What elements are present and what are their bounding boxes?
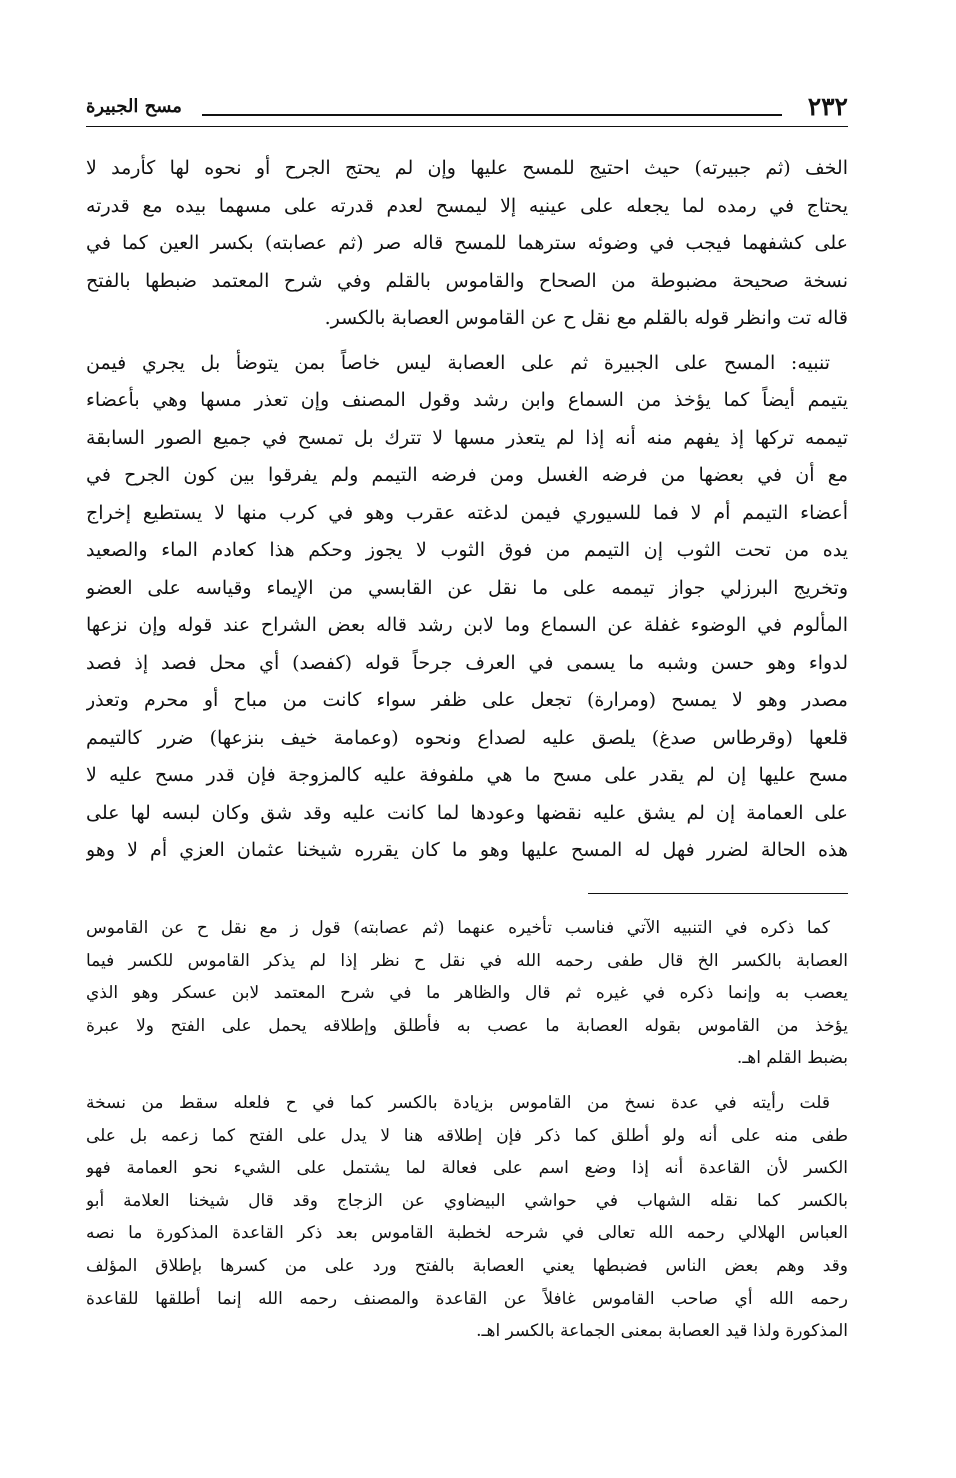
text-line: المألوم في الوضوء غفلة عن السماع وما لابن رشد قاله بعض الشراح عند قوله وإن نزعها: [86, 614, 848, 636]
footnote-line: يؤخذ من القاموس بقوله العصابة ما عصب به فأطلق وإطلاقه يحمل على الفتح ولا عبرة: [86, 1015, 848, 1036]
text-line: يده من تحت الثوب إن التيمم من فوق الثوب لا يجوز وحكم هذا كعادم الماء والصعيد: [86, 539, 848, 561]
footnote-line: الكسر لأن القاعدة أنه إذا وضع اسم على فعالة لما يشتمل على الشيء نحو العمامة فهو: [86, 1158, 848, 1179]
text-line: يتيمم أيضاً كما يؤخذ من السماع وابن رشد وقول المصنف وإن تعذر مسها وهي بأعضاء: [86, 389, 848, 411]
page-number: ٢٣٢: [807, 92, 848, 121]
footnote-line: طفى منه على أنه ولو أطلق كما ذكر فإن إطلاقه هنا لا يدل على الفتح كما زعمه بل على: [86, 1125, 848, 1146]
footnote-divider: [588, 893, 848, 894]
footnotes: [86, 912, 848, 1348]
footnote-line: وقد وهم بعض الناس فضبطها يعني العصابة بالفتح ورد على من كسرها بإطلاق المؤلف: [86, 1255, 848, 1276]
paragraph: [86, 150, 848, 338]
footnote-line: قلت رأيته في عدة نسخ من القاموس بزيادة بالكسر كما في ح فلعله سقط من نسخة: [86, 1092, 830, 1113]
footnote-line: بضبط القلم اهـ.: [736, 1048, 848, 1069]
text-line: لدواء وهو حسن وشبه ما يسمى في العرف جرحاً قوله (كفصد) أي محل فصد إذ فصد: [86, 651, 848, 674]
text-line: وتخريج البرزلي جواز تيممه على ما نقل عن القابسي من الإيماء وقياسه على العضو: [86, 576, 848, 599]
footnote-line: كما ذكره في التنبيه الآتي فناسب تأخيره عنهما (ثم عصابته) قول ز مع نقل ح عن القاموس: [86, 918, 830, 938]
text-line: مصدر وهو لا يمسح (ومرارة) تجعل على ظفر سواء كانت من مباح أو محرم وتعذر: [86, 689, 848, 711]
text-line: تيممه تركها إذ يفهم منه أنه إذا لم يتعذر مسها لا تترك بل تمسح في جميع الصور السابقة: [86, 426, 848, 449]
footnote-line: بالكسر كما نقله الشهاب في حواشي البيضاوي عن الزجاج وقد قال شيخنا العلامة أبو: [86, 1190, 848, 1211]
footnote-line: رحمه الله أي صاحب القاموس غافلاً عن القاعدة والمصنف رحمه الله إنما أطلقها للقاعدة: [86, 1288, 848, 1309]
text-line: على كشفهما فيجب في وضوئه سترهما للمسح قاله صر (ثم عصابته) بكسر العين كما في: [86, 232, 848, 254]
text-line: هذه الحالة لضرر فهل له المسح عليها وهو ما كان يقرره شيخنا عثمان العزي أم لا وهو: [86, 839, 848, 861]
main-text: [86, 150, 848, 870]
footnote-line: العباس الهلالي رحمه الله تعالى في شرحه لخطبة القاموس بعد ذكر القاعدة المذكورة ما نصه: [86, 1223, 848, 1244]
page-header: [86, 92, 848, 128]
text-line: مع أن في بعضها من فرضه الغسل ومن فرضه التيمم ولم يفرقوا بين كون الجرح في: [86, 464, 848, 486]
header-underline: [86, 126, 848, 127]
text-line: قلعها (وقرطاس صدغ) يلصق عليه لصداع ونحوه (وعمامة خيف بنزعها) ضرر كالتيمم: [86, 726, 848, 749]
text-line: مسح عليها إن لم يقدر على مسح ما هي ملفوفة عليه كالمزوجة فإن قدر مسح عليه لا: [86, 764, 848, 786]
text-line: الخف (ثم جبيرته) حيث احتيج للمسح عليها وإن لم يحتج الجرح أو نحوه لها كأرمد لا: [86, 157, 848, 179]
header-rule: [202, 114, 782, 116]
text-line: تنبيه: المسح على الجبيرة ثم على العصابة ليس خاصاً بمن يتوضأ بل يجري فيمن: [86, 351, 830, 374]
text-line: أعضاء التيمم أم لا فما للسيوري فيمن لدغته عقرب وهو في كرب منها لا يستطيع إخراج: [86, 501, 848, 524]
paragraph: [86, 345, 848, 870]
footnote-line: العصابة بالكسر الخ قال طفى رحمه الله في نقل ح نظر إذا لم يذكر القاموس للكسر فيما: [86, 950, 848, 971]
text-line: قاله تت وانظر قوله بالقلم مع نقل ح عن القاموس العصابة بالكسر.: [324, 307, 848, 329]
footnote: [86, 912, 848, 1075]
footnote-line: يعصب به وإنما ذكره في غيره ثم قال والظاهر ما في شرح المعتمد لابن عسكر وهو الذي: [86, 983, 848, 1004]
text-line: نسخة صحيحة مضبوطة من الصحاح والقاموس بالقلم وفي شرح المعتمد ضبطها بالفتح: [86, 269, 848, 292]
footnote-line: المذكورة ولذا قيد العصابة بمعنى الجماعة بالكسر اهـ.: [476, 1321, 848, 1342]
text-line: يحتاج في رمده لما يجعله على عينيه إلا ليمسح لعدم قدرته على مسهما بيده مع قدرته: [86, 194, 848, 217]
running-title: مسح الجبيرة: [86, 96, 182, 117]
footnote: [86, 1087, 848, 1348]
text-line: على العمامة إن لم يشق عليه نقضها وعودها لما كانت عليه وقد شق وكان لبسه لها على: [86, 801, 848, 824]
